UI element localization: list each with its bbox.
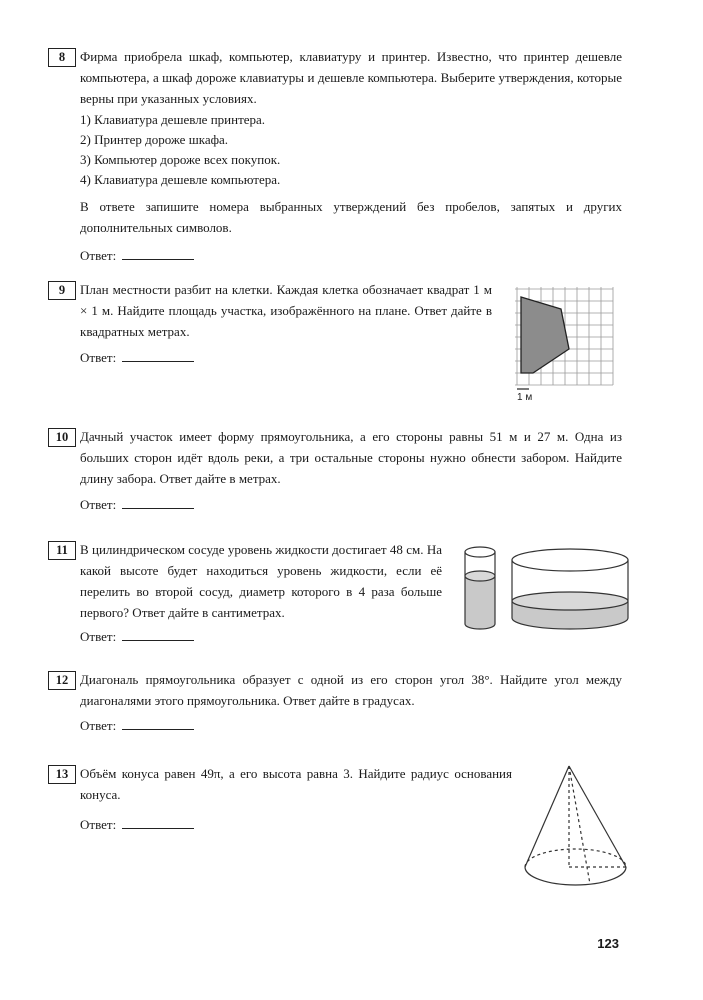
answer-line[interactable]: [122, 627, 194, 641]
cylinders-figure: [462, 546, 632, 632]
task-number: 13: [48, 765, 76, 784]
scale-label: 1 м: [517, 392, 533, 403]
task-number: 8: [48, 48, 76, 67]
page-number: 123: [597, 936, 619, 951]
statement-item: 2) Принтер дороже шкафа.: [80, 132, 229, 147]
task-text: Дачный участок имеет форму прямоугольника, а его стороны равны 51 м и 27 м. Одна из больших сторон идёт вдоль реки, а три остальные стороны нужно обнести забором. Найдите длину забора. Ответ дайте в метрах.: [80, 429, 622, 486]
answer-label: Ответ:: [80, 497, 117, 512]
task-number: 10: [48, 428, 76, 447]
answer-line[interactable]: [122, 246, 194, 260]
answer-label: Ответ:: [80, 350, 117, 365]
answer-field[interactable]: [80, 814, 194, 835]
answer-line[interactable]: [122, 716, 194, 730]
task-text: Диагональ прямоугольника образует с одной из его сторон угол 38°. Найдите угол между диагоналями этого прямоугольника. Ответ дайте в градусах.: [80, 672, 622, 708]
task-number: 9: [48, 281, 76, 300]
statement-item: 4) Клавиатура дешевле компьютера.: [80, 172, 281, 187]
answer-line[interactable]: [122, 495, 194, 509]
answer-line[interactable]: [122, 815, 194, 829]
task-text: План местности разбит на клетки. Каждая клетка обозначает квадрат 1 м × 1 м. Найдите площадь участка, изображённого на плане. Ответ дайте в квадратных метрах.: [80, 282, 492, 339]
answer-field[interactable]: [80, 715, 194, 736]
task-text: Фирма приобрела шкаф, компьютер, клавиатуру и принтер. Известно, что принтер дешевле компьютера, а шкаф дороже клавиатуры и дешевле компьютера. Выберите утверждения, которые верны при указанных условиях.: [80, 49, 622, 106]
answer-field[interactable]: [80, 245, 194, 266]
small-cylinder: [465, 547, 495, 629]
cone-figure: [522, 762, 632, 892]
statement-item: 3) Компьютер дороже всех покупок.: [80, 152, 281, 167]
task-number: 11: [48, 541, 76, 560]
grid-plan-figure: [505, 285, 615, 403]
answer-field[interactable]: [80, 494, 194, 515]
task-text: В цилиндрическом сосуде уровень жидкости достигает 48 см. На какой высоте будет находиться уровень жидкости, если её перелить во второй сосуд, диаметр которого в 4 раза больше первого? Ответ дайте в сантиметрах.: [80, 542, 442, 620]
statement-item: 1) Клавиатура дешевле принтера.: [80, 112, 266, 127]
answer-field[interactable]: [80, 347, 194, 368]
plot-polygon: [521, 297, 569, 373]
task-text: Объём конуса равен 49π, а его высота равна 3. Найдите радиус основания конуса.: [80, 766, 512, 802]
task-note: В ответе запишите номера выбранных утверждений без пробелов, запятых и других дополнительных символов.: [80, 199, 622, 235]
answer-label: Ответ:: [80, 718, 117, 733]
statement-list: [80, 110, 280, 190]
answer-label: Ответ:: [80, 817, 117, 832]
answer-label: Ответ:: [80, 248, 117, 263]
answer-line[interactable]: [122, 348, 194, 362]
answer-label: Ответ:: [80, 629, 117, 644]
task-number: 12: [48, 671, 76, 690]
large-cylinder: [512, 549, 628, 629]
answer-field[interactable]: [80, 626, 194, 647]
